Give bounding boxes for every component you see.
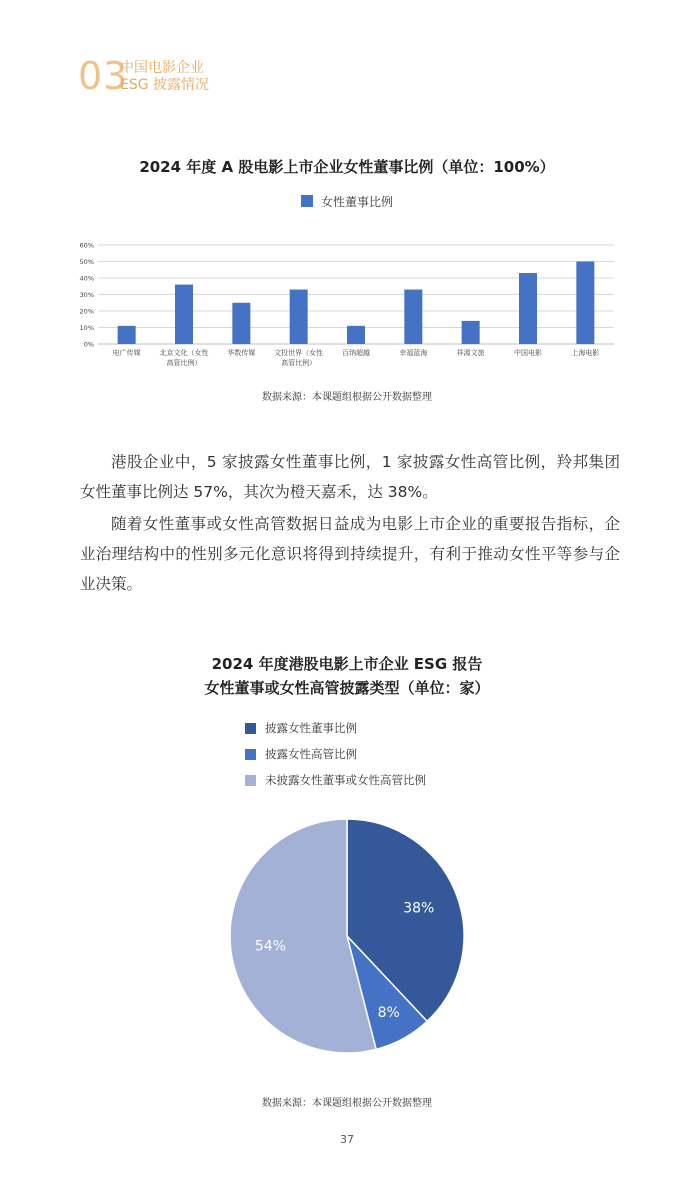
pie-legend-label: 未披露女性董事或女性高管比例 <box>265 773 426 787</box>
x-tick-label: 幸福蓝海 <box>399 349 428 357</box>
pie-chart-legend <box>245 715 426 793</box>
pie-legend-swatch <box>245 723 256 734</box>
x-tick-label: 华数传媒 <box>227 349 256 357</box>
x-tick-label: 高管比例） <box>281 359 317 367</box>
bar <box>519 273 537 344</box>
pie-data-label: 54% <box>254 938 286 955</box>
pie-legend-label: 披露女性高管比例 <box>265 747 357 761</box>
page-number: 37 <box>340 1133 354 1146</box>
y-tick-label: 0% <box>83 340 94 349</box>
section-title-line1: 中国电影企业 <box>120 60 204 76</box>
bar-chart <box>0 235 694 380</box>
bar <box>347 326 365 344</box>
bar-chart-title: 2024 年度 A 股电影上市企业女性董事比例（单位：100%） <box>139 158 555 176</box>
pie-chart-title-line1: 2024 年度港股电影上市企业 ESG 报告 <box>211 655 483 673</box>
x-tick-label: 北京文化（女性 <box>159 349 209 357</box>
section-title-line2: ESG 披露情况 <box>120 77 210 93</box>
pie-chart-title-line2: 女性董事或女性高管披露类型（单位：家） <box>204 679 490 697</box>
bar <box>290 290 308 344</box>
pie-legend-item <box>245 715 426 741</box>
x-tick-label: 上海电影 <box>571 349 600 357</box>
pie-chart <box>0 812 694 1062</box>
bar <box>175 285 193 344</box>
pie-legend-item <box>245 741 426 767</box>
x-tick-label: 电广传媒 <box>112 349 141 357</box>
bar <box>462 321 480 344</box>
paragraph-2: 随着女性董事或女性高管数据日益成为电影上市企业的重要报告指标，企业治理结构中的性别多元化意识将得到持续提升，有利于推动女性平等参与企业决策。 <box>80 515 620 593</box>
pie-legend-label: 披露女性董事比例 <box>265 721 357 735</box>
pie-chart-source: 数据来源：本课题组根据公开数据整理 <box>262 1098 432 1109</box>
x-tick-label: 百纳超越 <box>342 349 370 357</box>
bar <box>576 262 594 345</box>
paragraph-1: 港股企业中，5 家披露女性董事比例，1 家披露女性高管比例，羚邦集团女性董事比例达 57%，其次为橙天嘉禾，达 38%。 <box>80 453 620 501</box>
y-tick-label: 30% <box>79 291 94 299</box>
pie-legend-swatch <box>245 749 256 760</box>
y-tick-label: 20% <box>79 307 94 316</box>
legend-swatch <box>301 195 313 207</box>
bar-chart-source: 数据来源：本课题组根据公开数据整理 <box>262 392 432 403</box>
x-tick-label: 祥源文旅 <box>456 349 485 357</box>
section-number: 03 <box>78 54 129 98</box>
y-tick-label: 50% <box>79 258 94 266</box>
pie-legend-item <box>245 767 426 793</box>
y-tick-label: 40% <box>79 274 94 283</box>
bar <box>232 303 250 344</box>
bar-chart-legend <box>0 193 694 210</box>
y-tick-label: 60% <box>79 241 94 250</box>
y-tick-label: 10% <box>79 324 94 332</box>
pie-legend-swatch <box>245 775 256 786</box>
legend-label: 女性董事比例 <box>320 195 393 209</box>
pie-data-label: 38% <box>403 900 435 917</box>
x-tick-label: 高管比例） <box>166 359 202 367</box>
pie-data-label: 8% <box>377 1004 400 1021</box>
x-tick-label: 文投世界（女性 <box>274 349 324 357</box>
bar <box>404 290 422 344</box>
bar <box>118 326 136 344</box>
x-tick-label: 中国电影 <box>514 349 542 357</box>
